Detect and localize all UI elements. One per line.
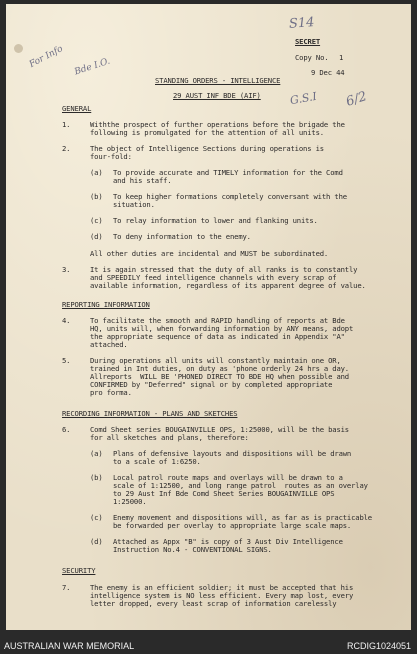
item-letter: (d) [90,537,103,546]
item-d: To deny information to the enemy. [113,232,251,241]
para-number: 1. [62,120,71,129]
item-a-line-1: To provide accurate and TIMELY information for the Comd [113,168,343,177]
para-4-line-1: To facilitate the smooth and RAPID handling of reports at Bde [90,316,345,325]
para-number: 5. [62,356,71,365]
rec-item-b-line-2: scale of 1:12500, and long range patrol routes as an overlay [113,481,368,490]
para-6-line-1: Comd Sheet series BOUGAINVILLE OPS, 1:25000, will be the basis [90,425,349,434]
rec-item-c-line-1: Enemy movement and dispositions will, as far as is practicable [113,513,372,522]
rec-item-d-line-1: Attached as Appx "B" is copy of 3 Aust Div Intelligence [113,537,343,546]
punch-hole [14,44,23,53]
handwritten-number: S14 [288,15,315,32]
section-heading-recording: RECORDING INFORMATION - PLANS AND SKETCHES [62,409,238,418]
para-2-line-2: four-fold: [90,152,132,161]
rec-item-c-line-2: be forwarded per overlay to appropriate large scale maps. [113,521,352,530]
section-heading-reporting: REPORTING INFORMATION [62,300,150,309]
para-4-line-3: the appropriate sequence of data as indicated in Appendix "A" [90,332,345,341]
para-number: 2. [62,144,71,153]
item-letter: (d) [90,232,103,241]
rec-item-a-line-2: to a scale of 1:6250. [113,457,201,466]
para-3-line-3: available information, regardless of its apparent degree of value. [90,281,366,290]
document-date: 9 Dec 44 [311,68,345,77]
rec-item-b-line-1: Local patrol route maps and overlays will be drawn to a [113,473,343,482]
item-letter: (c) [90,216,103,225]
rec-item-b-line-4: 1:25000. [113,497,147,506]
para-7-line-3: letter dropped, every least scrap of information carelessly [90,599,337,608]
rec-item-b-line-3: to 29 Aust Inf Bde Comd Sheet Series BOUGAINVILLE OPS [113,489,335,498]
general-note: All other duties are incidental and MUST be subordinated. [90,249,329,258]
para-7-line-2: intelligence system is NO less efficient. Every map lost, every [90,591,354,600]
para-7-line-1: The enemy is an efficient soldier; it must be accepted that his [90,583,354,592]
para-5-line-2: trained in Int duties, on duty as 'phone orderly 24 hrs a day. [90,364,349,373]
document-title: STANDING ORDERS - INTELLIGENCE [155,76,281,85]
unit-name: 29 AUST INF BDE (AIF) [173,91,261,100]
para-1-line-2: following is promulgated for the attention of all units. [90,128,324,137]
para-5-line-5: pro forma. [90,388,132,397]
item-a-line-2: and his staff. [113,176,172,185]
para-number: 4. [62,316,71,325]
item-letter: (c) [90,513,103,522]
para-3-line-2: and SPEEDILY feed intelligence channels with every scrap of [90,273,337,282]
item-b-line-2: situation. [113,200,155,209]
item-c: To relay information to lower and flanking units. [113,216,318,225]
para-number: 6. [62,425,71,434]
footer-source: AUSTRALIAN WAR MEMORIAL [4,641,135,651]
rec-item-d-line-2: Instruction No.4 - CONVENTIONAL SIGNS. [113,545,272,554]
copy-number-label: Copy No. [295,53,329,62]
para-5-line-1: During operations all units will constantly maintain one OR, [90,356,341,365]
item-letter: (a) [90,449,103,458]
handwritten-margin-note: For Info [27,44,65,70]
handwritten-reference-2: 6/2 [344,89,369,110]
para-number: 7. [62,583,71,592]
handwritten-margin-note-2: Bde I.O. [73,56,112,78]
handwritten-reference: G.S.I [289,89,318,108]
para-2-line-1: The object of Intelligence Sections during operations is [90,144,324,153]
item-b-line-1: To keep higher formations completely conversant with the [113,192,347,201]
item-letter: (a) [90,168,103,177]
para-3-line-1: It is again stressed that the duty of all ranks is to constantly [90,265,358,274]
section-heading-security: SECURITY [62,566,96,575]
item-letter: (b) [90,473,103,482]
copy-number-value: 1 [339,53,344,62]
para-4-line-2: HQ, units will, when forwarding information by ANY means, adopt [90,324,354,333]
para-number: 3. [62,265,71,274]
footer-id: RCDIG1024051 [346,641,411,651]
archive-footer [0,638,417,654]
classification: SECRET [295,37,321,46]
document-page [6,4,411,630]
para-6-line-2: for all sketches and plans, therefore: [90,433,249,442]
para-4-line-4: attached. [90,340,128,349]
section-heading-general: GENERAL [62,104,92,113]
item-letter: (b) [90,192,103,201]
rec-item-a-line-1: Plans of defensive layouts and dispositions will be drawn [113,449,352,458]
para-5-line-4: CONFIRMED by "Deferred" signal or by completed appropriate [90,380,333,389]
para-1-line-1: Withthe prospect of further operations before the brigade the [90,120,345,129]
para-5-line-3: Allreports WILL BE 'PHONED DIRECT TO BDE HQ when possible and [90,372,349,381]
